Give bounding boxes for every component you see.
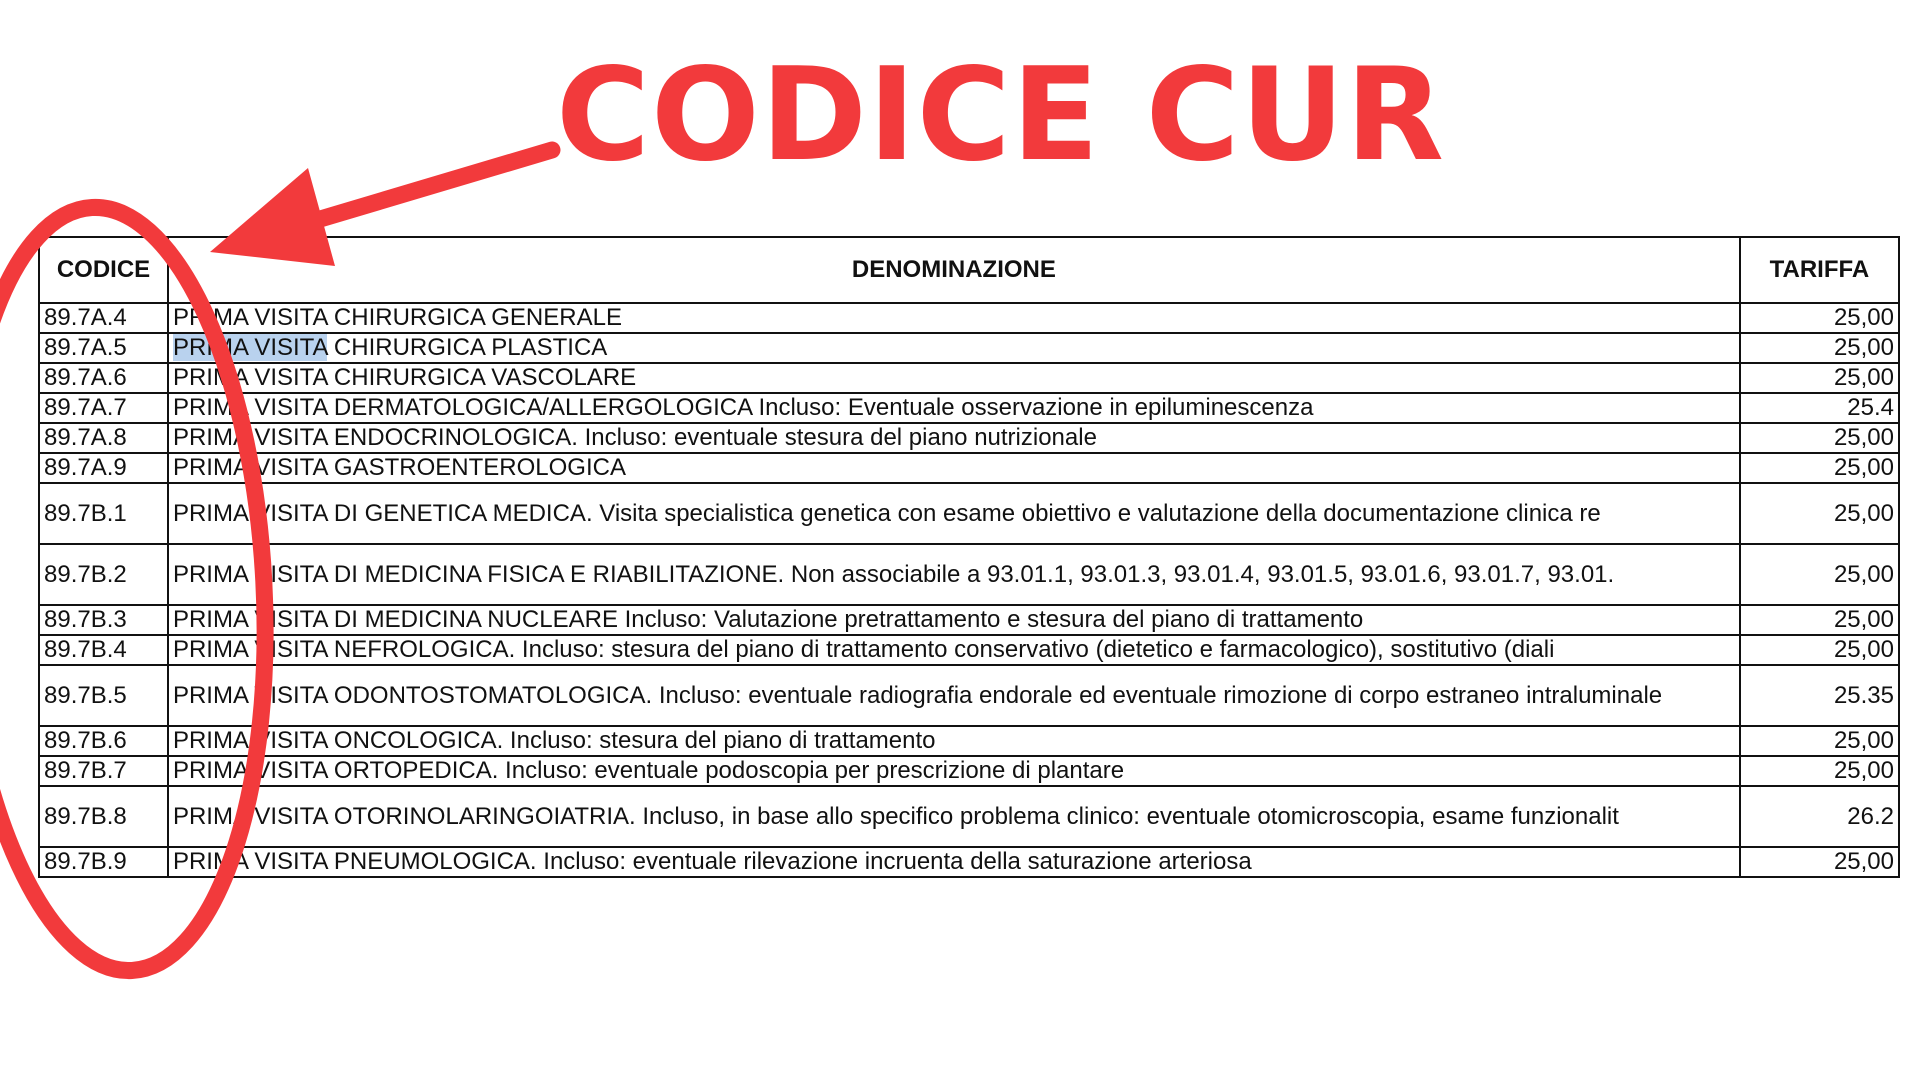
row-code: 89.7B.6 [39, 726, 168, 756]
row-description: PRIMA VISITA NEFROLOGICA. Incluso: stesura del piano di trattamento conservativo (dietetico e farmacologico), sostitutivo (diali [168, 635, 1740, 665]
table-row [39, 483, 1899, 544]
table-row [39, 453, 1899, 483]
row-fee: 25,00 [1740, 483, 1899, 544]
row-code: 89.7B.2 [39, 544, 168, 605]
table-row [39, 363, 1899, 393]
table-row [39, 303, 1899, 333]
row-code: 89.7B.8 [39, 786, 168, 847]
row-code: 89.7A.7 [39, 393, 168, 423]
row-fee: 25,00 [1740, 303, 1899, 333]
row-code: 89.7B.4 [39, 635, 168, 665]
row-code: 89.7B.5 [39, 665, 168, 726]
row-description: PRIMA VISITA ODONTOSTOMATOLOGICA. Incluso: eventuale radiografia endorale ed eventuale rimozione di corpo estraneo intraluminale [168, 665, 1740, 726]
row-code: 89.7B.1 [39, 483, 168, 544]
table-row [39, 393, 1899, 423]
row-description [168, 333, 1740, 363]
row-fee: 25,00 [1740, 363, 1899, 393]
row-code: 89.7B.9 [39, 847, 168, 877]
headline-codice-cur: CODICE CUR [556, 41, 1445, 190]
table-row [39, 786, 1899, 847]
row-fee: 25,00 [1740, 847, 1899, 877]
row-code: 89.7A.5 [39, 333, 168, 363]
row-fee: 26.2 [1740, 786, 1899, 847]
row-code: 89.7A.8 [39, 423, 168, 453]
row-code: 89.7A.6 [39, 363, 168, 393]
header-codice: CODICE [39, 237, 168, 303]
row-description: PRIMA VISITA CHIRURGICA GENERALE [168, 303, 1740, 333]
table-row [39, 665, 1899, 726]
row-fee: 25.35 [1740, 665, 1899, 726]
red-arrow-shaft [290, 150, 552, 228]
row-code: 89.7B.3 [39, 605, 168, 635]
row-description-rest: CHIRURGICA PLASTICA [327, 334, 608, 361]
row-fee: 25,00 [1740, 544, 1899, 605]
table-row [39, 847, 1899, 877]
table-row [39, 333, 1899, 363]
row-code: 89.7A.9 [39, 453, 168, 483]
table-row [39, 635, 1899, 665]
table-row [39, 726, 1899, 756]
row-description: PRIMA VISITA ENDOCRINOLOGICA. Incluso: eventuale stesura del piano nutrizionale [168, 423, 1740, 453]
row-description: PRIMA VISITA GASTROENTEROLOGICA [168, 453, 1740, 483]
row-fee: 25,00 [1740, 726, 1899, 756]
tariff-table [38, 236, 1900, 878]
text-selection-highlight: PRIMA VISITA [172, 334, 328, 361]
row-fee: 25,00 [1740, 423, 1899, 453]
row-fee: 25,00 [1740, 453, 1899, 483]
row-fee: 25.4 [1740, 393, 1899, 423]
header-denominazione: DENOMINAZIONE [168, 237, 1740, 303]
row-description: PRIMA VISITA PNEUMOLOGICA. Incluso: eventuale rilevazione incruenta della saturazione arteriosa [168, 847, 1740, 877]
table-row [39, 605, 1899, 635]
table-row [39, 756, 1899, 786]
row-description: PRIMA VISITA DI MEDICINA FISICA E RIABILITAZIONE. Non associabile a 93.01.1, 93.01.3, 93.01.4, 93.01.5, 93.01.6, 93.01.7, 93.01. [168, 544, 1740, 605]
table-row [39, 544, 1899, 605]
row-fee: 25,00 [1740, 756, 1899, 786]
header-tariffa: TARIFFA [1740, 237, 1899, 303]
row-description: PRIMA VISITA DI GENETICA MEDICA. Visita specialistica genetica con esame obiettivo e valutazione della documentazione clinica re [168, 483, 1740, 544]
row-description: PRIMA VISITA ONCOLOGICA. Incluso: stesura del piano di trattamento [168, 726, 1740, 756]
row-code: 89.7A.4 [39, 303, 168, 333]
table-row [39, 423, 1899, 453]
row-fee: 25,00 [1740, 635, 1899, 665]
row-description: PRIMA VISITA OTORINOLARINGOIATRIA. Incluso, in base allo specifico problema clinico: eventuale otomicroscopia, esame funzionalit [168, 786, 1740, 847]
row-fee: 25,00 [1740, 605, 1899, 635]
row-description: PRIMA VISITA ORTOPEDICA. Incluso: eventuale podoscopia per prescrizione di plantare [168, 756, 1740, 786]
row-fee: 25,00 [1740, 333, 1899, 363]
table-header-row [39, 237, 1899, 303]
row-description: PRIMA VISITA DI MEDICINA NUCLEARE Incluso: Valutazione pretrattamento e stesura del piano di trattamento [168, 605, 1740, 635]
row-description: PRIMA VISITA CHIRURGICA VASCOLARE [168, 363, 1740, 393]
row-code: 89.7B.7 [39, 756, 168, 786]
row-description: PRIMA VISITA DERMATOLOGICA/ALLERGOLOGICA Incluso: Eventuale osservazione in epiluminescenza [168, 393, 1740, 423]
